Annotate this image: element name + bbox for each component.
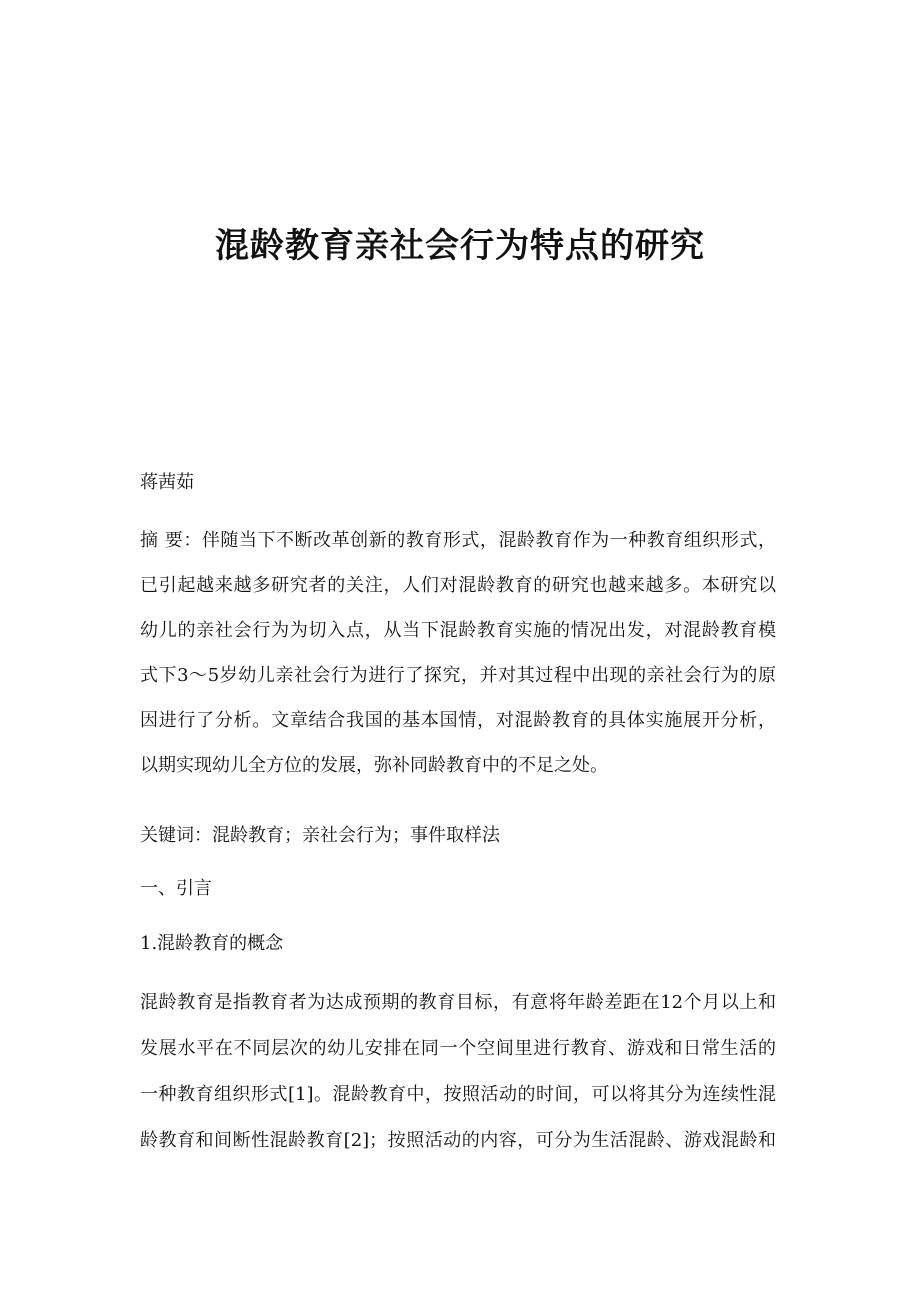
abstract-line: 已引起越来越多研究者的关注，人们对混龄教育的研究也越来越多。本研究以: [140, 575, 776, 596]
section-heading: 一、引言: [140, 878, 212, 899]
abstract-line: 式下3～5岁幼儿亲社会行为进行了探究，并对其过程中出现的亲社会行为的原: [140, 665, 776, 686]
abstract-line: 因进行了分析。文章结合我国的基本国情，对混龄教育的具体实施展开分析，: [140, 710, 776, 731]
body-line: 混龄教育是指教育者为达成预期的教育目标，有意将年龄差距在12个月以上和: [140, 992, 776, 1013]
body-line: 发展水平在不同层次的幼儿安排在同一个空间里进行教育、游戏和日常生活的: [140, 1038, 776, 1059]
author-name: 蒋茜茹: [140, 472, 194, 493]
subsection-heading: 1.混龄教育的概念: [140, 933, 284, 954]
abstract-line: 摘 要：伴随当下不断改革创新的教育形式，混龄教育作为一种教育组织形式，: [140, 530, 776, 551]
document-title: 混龄教育亲社会行为特点的研究: [215, 226, 705, 266]
abstract-line: 幼儿的亲社会行为为切入点，从当下混龄教育实施的情况出发，对混龄教育模: [140, 620, 776, 641]
body-line: 一种教育组织形式[1]。混龄教育中，按照活动的时间，可以将其分为连续性混: [140, 1084, 776, 1105]
abstract-line: 以期实现幼儿全方位的发展，弥补同龄教育中的不足之处。: [140, 755, 608, 776]
keywords: 关键词：混龄教育；亲社会行为；事件取样法: [140, 825, 500, 846]
body-line: 龄教育和间断性混龄教育[2]；按照活动的内容，可分为生活混龄、游戏混龄和: [140, 1130, 776, 1151]
